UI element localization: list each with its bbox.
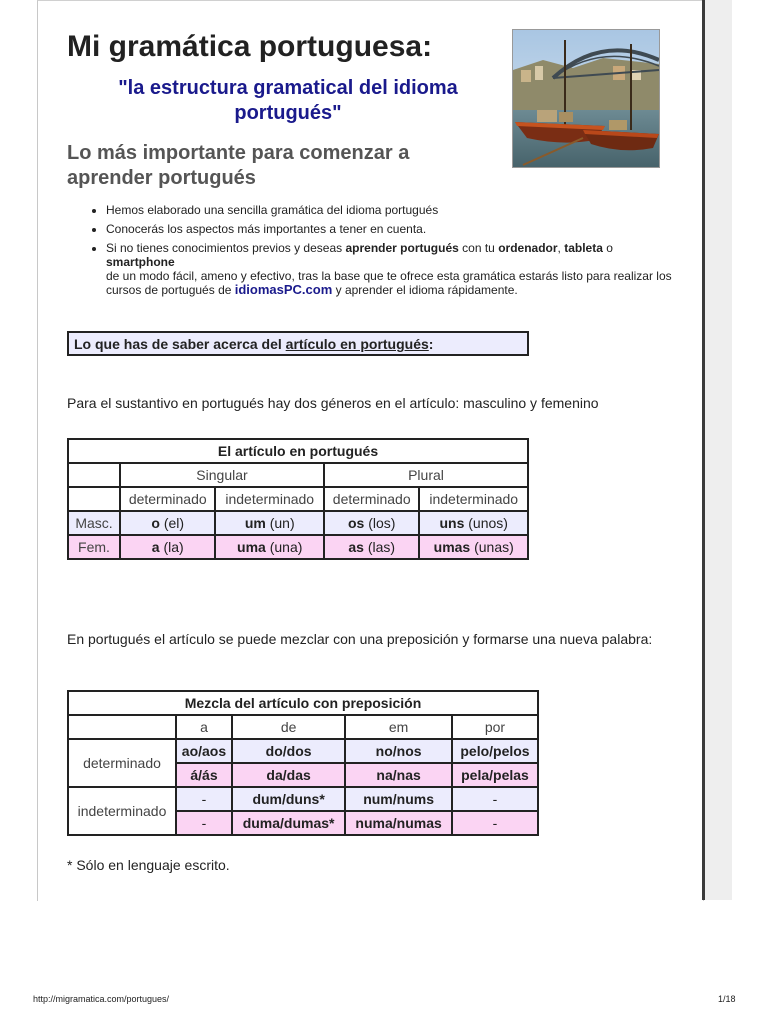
bullet-text: y aprender el idioma rápidamente. <box>332 283 518 297</box>
col-header: em <box>345 715 452 739</box>
page-subtitle: "la estructura gramatical del idioma portugués" <box>118 77 458 124</box>
table-cell: a (la) <box>120 535 215 559</box>
table-empty-cell <box>68 463 120 487</box>
bullet-item <box>106 203 686 217</box>
table-row <box>68 787 538 811</box>
bullet-bold: tableta <box>564 241 603 255</box>
bullet-item <box>106 222 686 236</box>
footnote: * Sólo en lenguaje escrito. <box>67 857 230 873</box>
table-cell: do/dos <box>232 739 345 763</box>
row-label-masc: Masc. <box>68 511 120 535</box>
section-heading: Lo más importante para comenzar a aprender portugués <box>67 142 410 189</box>
table-row-masc <box>68 511 528 535</box>
table-cell: na/nas <box>345 763 452 787</box>
col-header: a <box>176 715 232 739</box>
table-cell: duma/dumas* <box>232 811 345 835</box>
article-section-box <box>67 331 529 356</box>
indet-header: indeterminado <box>215 487 324 511</box>
contraction-table <box>67 690 539 836</box>
col-header: por <box>452 715 538 739</box>
singular-header: Singular <box>120 463 324 487</box>
table-cell: um (un) <box>215 511 324 535</box>
table-cell: uma (una) <box>215 535 324 559</box>
plural-header: Plural <box>324 463 528 487</box>
table-cell: - <box>452 811 538 835</box>
row-label-fem: Fem. <box>68 535 120 559</box>
footer-page-number: 1/18 <box>718 994 736 1004</box>
det-header: determinado <box>324 487 419 511</box>
table-cell: o (el) <box>120 511 215 535</box>
table-row-fem <box>68 535 528 559</box>
row-label-indet: indeterminado <box>68 787 176 835</box>
bullet-text: Hemos elaborado una sencilla gramática del idioma portugués <box>106 203 439 217</box>
table-cell: da/das <box>232 763 345 787</box>
indet-header: indeterminado <box>419 487 528 511</box>
porto-boats-illustration <box>513 30 659 167</box>
page-title: Mi gramática portuguesa: <box>67 30 433 63</box>
bullet-text: Conocerás los aspectos más importantes a tener en cuenta. <box>106 222 427 236</box>
bullet-text: de un modo fácil, ameno y efectivo, tras la base que te ofrece esta gramática estarás listo para realizar los cursos de portugués de <box>106 269 672 297</box>
footer-url: http://migramatica.com/portugues/ <box>33 994 170 1004</box>
bullet-text: Si no tienes conocimientos previos y deseas <box>106 241 346 255</box>
table-cell: num/nums <box>345 787 452 811</box>
table-cell: umas (unas) <box>419 535 528 559</box>
intro-bullet-list <box>90 203 686 302</box>
table-cell: os (los) <box>324 511 419 535</box>
section-box-text: : <box>428 336 434 352</box>
table-empty-cell <box>68 715 176 739</box>
col-header: de <box>232 715 345 739</box>
table-cell: uns (unos) <box>419 511 528 535</box>
row-label-det: determinado <box>68 739 176 787</box>
table-cell: ao/aos <box>176 739 232 763</box>
table-cell: numa/numas <box>345 811 452 835</box>
table-cell: - <box>176 787 232 811</box>
det-header: determinado <box>120 487 215 511</box>
table-empty-cell <box>68 487 120 511</box>
table-cell: as (las) <box>324 535 419 559</box>
table-cell: no/nos <box>345 739 452 763</box>
article-link[interactable]: artículo en portugués <box>285 336 429 352</box>
table-cell: á/ás <box>176 763 232 787</box>
section-box-text: Lo que has de saber acerca del <box>74 336 286 352</box>
contraction-paragraph: En portugués el artículo se puede mezclar con una preposición y formarse una nueva palabra: <box>67 631 653 647</box>
bullet-bold: aprender portugués <box>345 241 459 255</box>
table-cell: - <box>176 811 232 835</box>
idiomaspc-link[interactable]: idiomasPC.com <box>234 282 333 297</box>
bullet-bold: smartphone <box>106 255 175 269</box>
viewer-gutter <box>705 0 732 900</box>
gender-paragraph: Para el sustantivo en portugués hay dos géneros en el artículo: masculino y femenino <box>67 395 599 411</box>
table-cell: pelo/pelos <box>452 739 538 763</box>
porto-boats-photo <box>512 29 660 168</box>
article-table <box>67 438 529 560</box>
table-cell: dum/duns* <box>232 787 345 811</box>
bullet-text: , <box>557 241 565 255</box>
bullet-bold: ordenador <box>498 241 558 255</box>
bullet-item <box>106 241 686 297</box>
bullet-text: con tu <box>458 241 499 255</box>
contraction-table-caption: Mezcla del artículo con preposición <box>68 691 538 715</box>
article-table-caption: El artículo en portugués <box>68 439 528 463</box>
table-cell: pela/pelas <box>452 763 538 787</box>
table-row <box>68 739 538 763</box>
bullet-text: o <box>602 241 613 255</box>
table-cell: - <box>452 787 538 811</box>
